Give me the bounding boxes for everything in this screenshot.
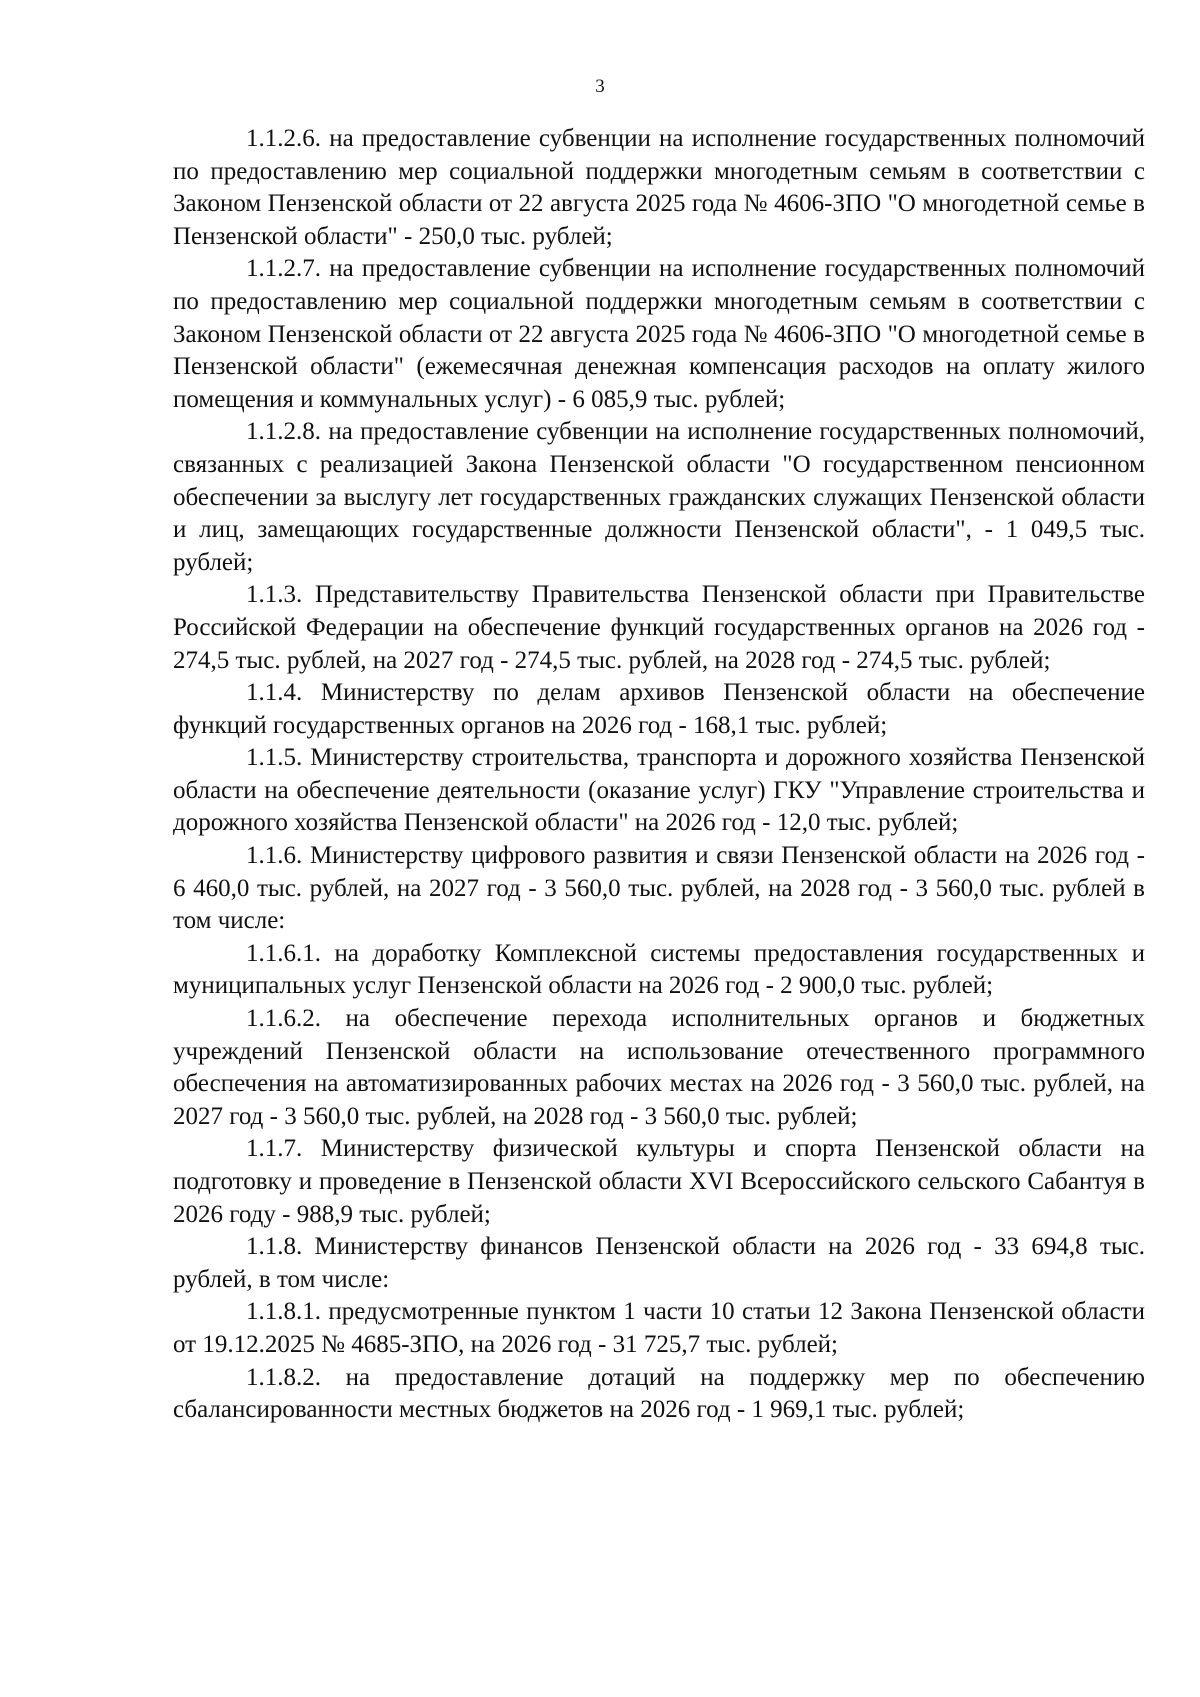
paragraph-1-1-7: 1.1.7. Министерству физической культуры и спорта Пензенской области на подготовку и проведение в Пензенской области XVI Всероссийского сельского Сабантуя в 2026 году - 988,9 тыс. рублей; [173, 1135, 1145, 1228]
paragraph-1-1-2-6: 1.1.2.6. на предоставление субвенции на исполнение государственных полномочий по предоставлению мер социальной поддержки многодетным семьям в соответствии с Законом Пензенской области от 22 августа 2025 года № 4606-ЗПО "О многодетной семье в Пензенской области" - 250,0 тыс. рублей; [173, 125, 1145, 250]
document-body [173, 123, 1145, 1427]
paragraph-1-1-3: 1.1.3. Представительству Правительства Пензенской области при Правительстве Российской Федерации на обеспечение функций государственных органов на 2026 год - 274,5 тыс. рублей, на 2027 год - 274,5 тыс. рублей, на 2028 год - 274,5 тыс. рублей; [173, 581, 1145, 674]
paragraph-1-1-6-2: 1.1.6.2. на обеспечение перехода исполнительных органов и бюджетных учреждений Пензенской области на использование отечественного программного обеспечения на автоматизированных рабочих местах на 2026 год - 3 560,0 тыс. рублей, на 2027 год - 3 560,0 тыс. рублей, на 2028 год - 3 560,0 тыс. рублей; [173, 1005, 1145, 1130]
paragraph-1-1-8-1: 1.1.8.1. предусмотренные пунктом 1 части 10 статьи 12 Закона Пензенской области от 19.12.2025 № 4685-ЗПО, на 2026 год - 31 725,7 тыс. рублей; [173, 1298, 1145, 1358]
paragraph-1-1-8-2: 1.1.8.2. на предоставление дотаций на поддержку мер по обеспечению сбалансированности местных бюджетов на 2026 год - 1 969,1 тыс. рублей; [173, 1363, 1145, 1424]
page-number: 3 [595, 76, 605, 97]
paragraph-1-1-5: 1.1.5. Министерству строительства, транспорта и дорожного хозяйства Пензенской области на обеспечение деятельности (оказание услуг) ГКУ "Управление строительства и дорожного хозяйства Пензенской области" на 2026 год - 12,0 тыс. рублей; [173, 744, 1145, 837]
paragraph-1-1-6-1: 1.1.6.1. на доработку Комплексной системы предоставления государственных и муниципальных услуг Пензенской области на 2026 год - 2 900,0 тыс. рублей; [173, 939, 1145, 1000]
paragraph-1-1-6: 1.1.6. Министерству цифрового развития и связи Пензенской области на 2026 год - 6 460,0 тыс. рублей, на 2027 год - 3 560,0 тыс. рублей, на 2028 год - 3 560,0 тыс. рублей в том числе: [173, 842, 1145, 935]
paragraph-1-1-2-7: 1.1.2.7. на предоставление субвенции на исполнение государственных полномочий по предоставлению мер социальной поддержки многодетным семьям в соответствии с Законом Пензенской области от 22 августа 2025 года № 4606-ЗПО "О многодетной семье в Пензенской области" (ежемесячная денежная компенсация расходов на оплату жилого помещения и коммунальных услуг) - 6 085,9 тыс. рублей; [173, 255, 1145, 413]
paragraph-1-1-2-8: 1.1.2.8. на предоставление субвенции на исполнение государственных полномочий, связанных с реализацией Закона Пензенской области "О государственном пенсионном обеспечении за выслугу лет государственных гражданских служащих Пензенской области и лиц, замещающих государственные должности Пензенской области", - 1 049,5 тыс. рублей; [173, 418, 1145, 576]
paragraph-1-1-4: 1.1.4. Министерству по делам архивов Пензенской области на обеспечение функций государственных органов на 2026 год - 168,1 тыс. рублей; [173, 679, 1145, 739]
paragraph-1-1-8: 1.1.8. Министерству финансов Пензенской области на 2026 год - 33 694,8 тыс. рублей, в том числе: [173, 1233, 1145, 1293]
